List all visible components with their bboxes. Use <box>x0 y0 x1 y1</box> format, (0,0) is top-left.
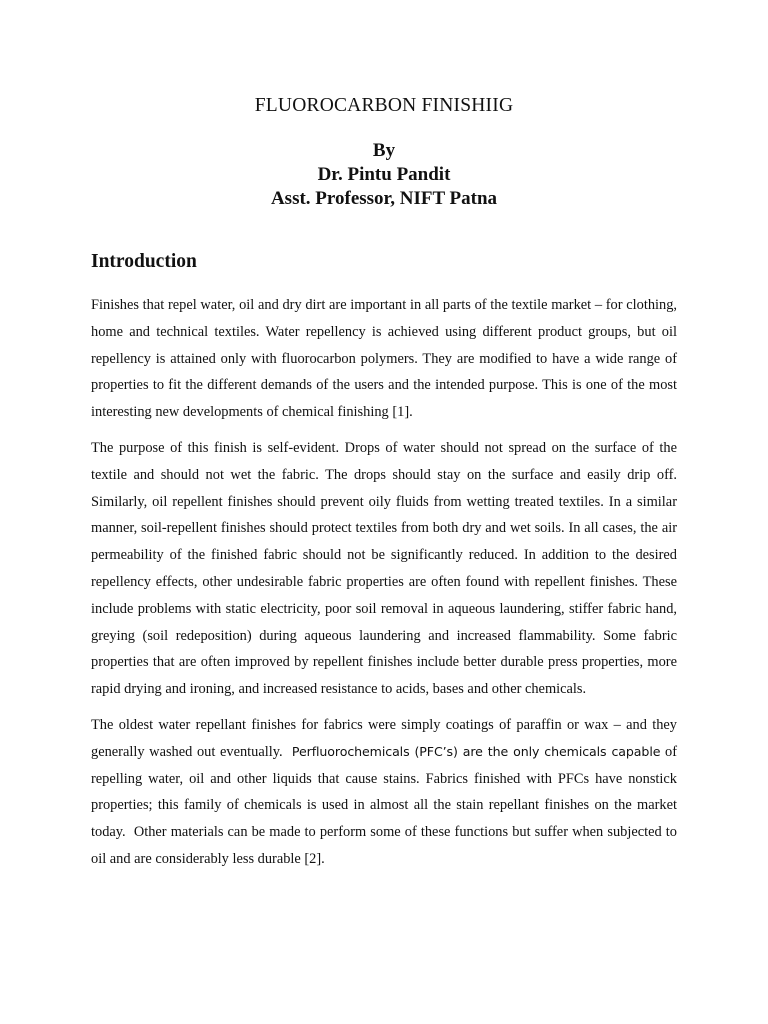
document-title: FLUOROCARBON FINISHIIG <box>254 95 514 116</box>
paragraph-1: Finishes that repel water, oil and dry dirt are important in all parts of the textile market – for clothing, home and technical textiles. Water repellency is achieved using different product groups, but oil repellency is attained only with fluorocarbon polymers. They are modified to have a wide range of properties to fit the different demands of the users and the intended purpose. This is one of the most interesting new developments of chemical finishing [1]. <box>91 297 677 421</box>
paragraph-3-pfc-text: Perfluorochemicals (PFC’s) are the only chemicals capable <box>291 743 661 759</box>
author-name: Dr. Pintu Pandit <box>317 164 451 185</box>
by-line: By <box>372 140 396 161</box>
paragraph-3-closing-text: of repelling water, oil and other liquids that cause stains. Fabrics finished with PFCs have nonstick properties; this family of chemicals is used in almost all the stain repellant finishes on the market today. Other materials can be made to perform some of these functions but suffer when subjected to oil and are considerably less durable [2]. <box>91 743 678 867</box>
paragraph-3-intro-text: The oldest water repellant finishes for fabrics were simply coatings of paraffin or wax – and they generally washed out eventually. <box>91 716 677 760</box>
author-block <box>91 139 677 211</box>
section-heading-introduction: Introduction <box>91 251 197 272</box>
author-affiliation: Asst. Professor, NIFT Patna <box>270 188 498 209</box>
paragraph-3 <box>91 712 677 873</box>
paragraph-2: The purpose of this finish is self-evident. Drops of water should not spread on the surface of the textile and should not wet the fabric. The drops should stay on the surface and easily drip off. Similarly, oil repellent finishes should prevent oily fluids from wetting treated textiles. In a similar manner, soil-repellent finishes should protect textiles from both dry and wet soils. In all cases, the air permeability of the finished fabric should not be significantly reduced. In addition to the desired repellency effects, other undesirable fabric properties are often found with repellent finishes. These include problems with static electricity, poor soil removal in aqueous laundering, stiffer fabric hand, greying (soil redeposition) during aqueous laundering and increased flammability. Some fabric properties that are often improved by repellent finishes include better durable press properties, more rapid drying and ironing, and increased resistance to acids, bases and other chemicals. <box>91 439 677 698</box>
